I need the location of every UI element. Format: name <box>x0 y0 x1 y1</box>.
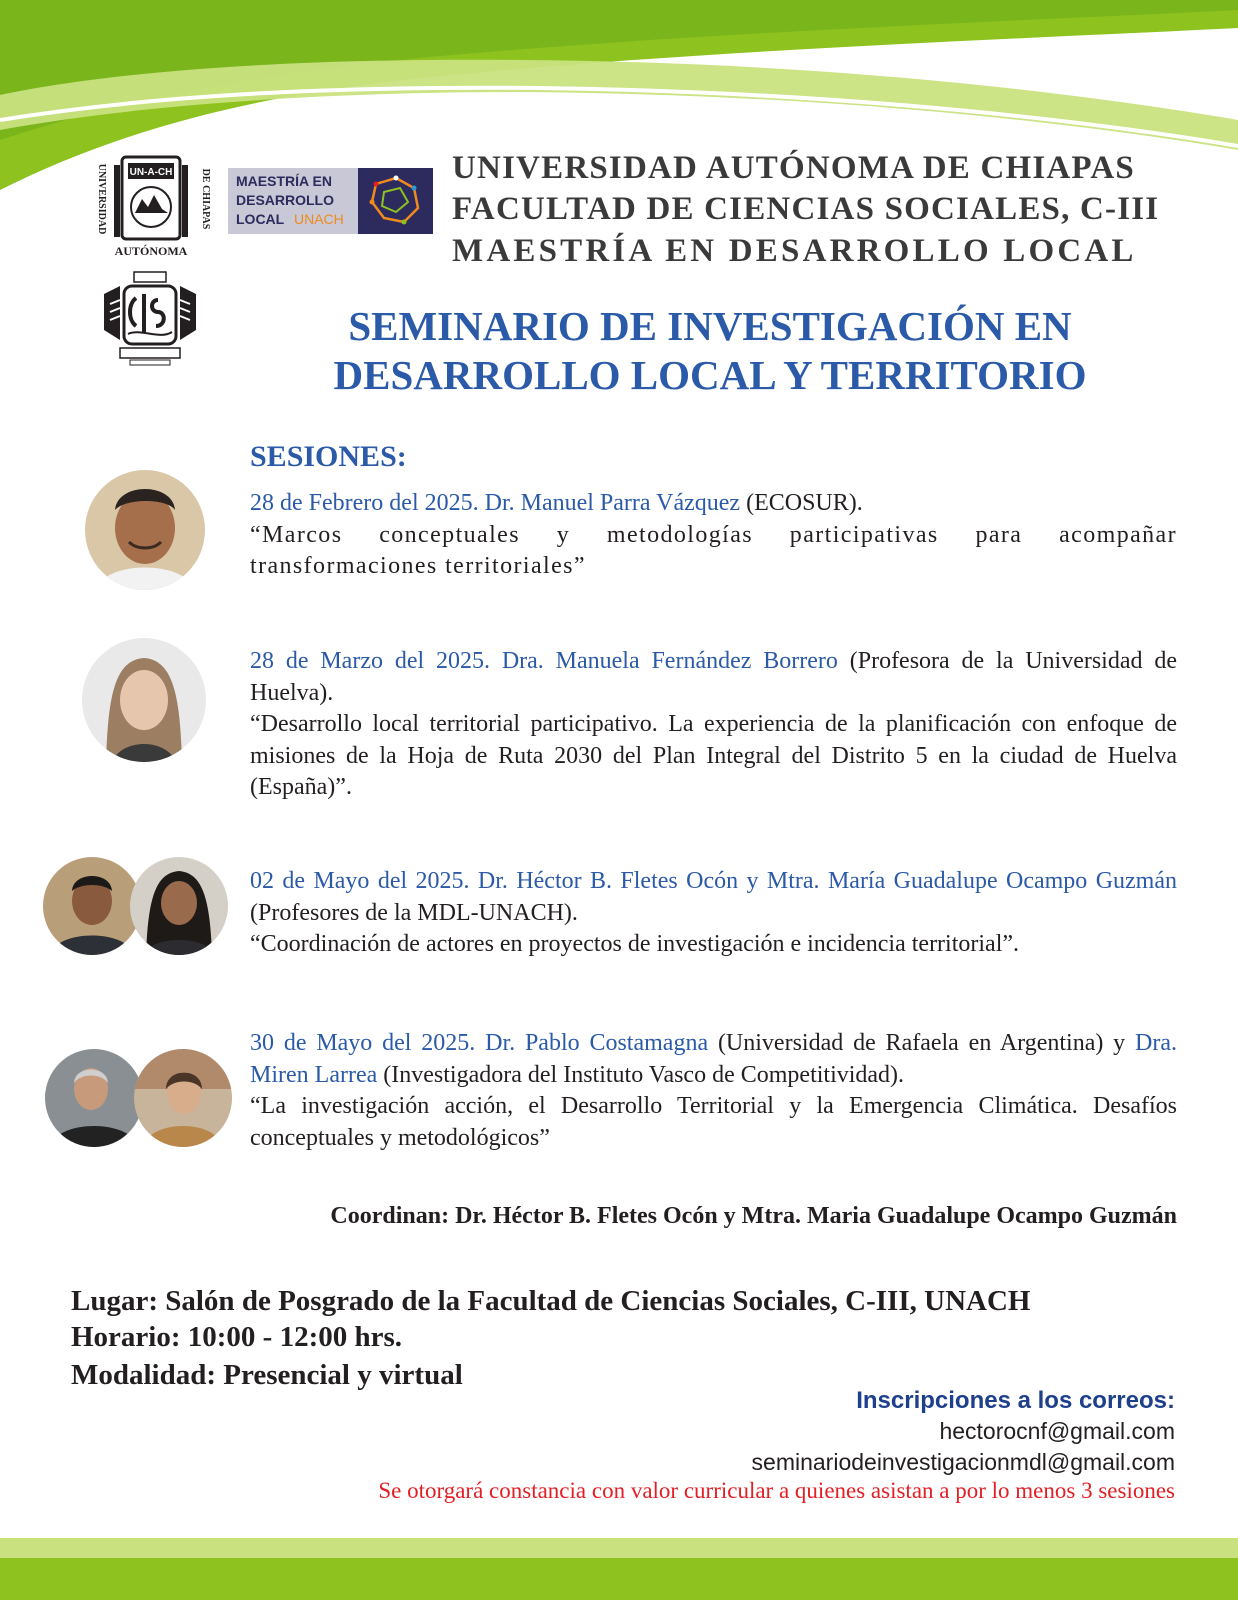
sessions-heading: SESIONES: <box>250 440 407 473</box>
unach-logo-text: UN-A-CH <box>129 167 173 178</box>
svg-text:MAESTRÍA EN: MAESTRÍA EN <box>236 173 332 189</box>
speaker-photo-maria-ocampo <box>130 857 228 955</box>
session-1-affiliation: (ECOSUR). <box>740 490 863 516</box>
svg-text:DESARROLLO: DESARROLLO <box>236 192 334 208</box>
svg-text:LOCAL: LOCAL <box>236 211 285 227</box>
session-3-topic: “Coordinación de actores en proyectos de investigación e incidencia territorial”. <box>250 931 1020 957</box>
speaker-photo-miren-larrea <box>134 1049 232 1147</box>
svg-text:UNIVERSIDAD: UNIVERSIDAD <box>96 163 107 235</box>
session-1 <box>250 488 1177 583</box>
registration-email-1[interactable]: hectorocnf@gmail.com <box>939 1418 1175 1444</box>
session-2-date-speaker: 28 de Marzo del 2025. Dra. Manuela Fernández Borrero <box>250 648 838 674</box>
session-1-date-speaker: 28 de Febrero del 2025. Dr. Manuel Parra Vázquez <box>250 490 741 516</box>
session-4-affiliation-b: (Investigadora del Instituto Vasco de Competitividad). <box>377 1061 905 1088</box>
session-4-date-speaker-b: Dra. Miren Larrea <box>250 1030 1178 1088</box>
registration-title: Inscripciones a los correos: <box>856 1387 1175 1414</box>
session-4-affiliation-a: (Universidad de Rafaela en Argentina) y <box>708 1030 1136 1056</box>
mdl-logo <box>228 168 433 234</box>
speaker-photo-hector-fletes <box>43 857 141 955</box>
program-name: MAESTRÍA EN DESARROLLO LOCAL <box>452 233 1137 269</box>
facultad-ciencias-sociales-logo <box>100 270 200 368</box>
session-2-affiliation: (Profesora de la Universidad de Huelva). <box>250 648 1177 706</box>
schedule: Horario: 10:00 - 12:00 hrs. <box>71 1321 403 1353</box>
session-2-topic: “Desarrollo local territorial participativo. La experiencia de la planificación con enfoque de misiones de la Hoja de Ruta 2030 del Plan Integral del Distrito 5 en la ciudad de Huelva (España)”. <box>250 711 1177 800</box>
session-4-date-speaker-a: 30 de Mayo del 2025. Dr. Pablo Costamagna <box>250 1030 709 1056</box>
svg-text:AUTÓNOMA: AUTÓNOMA <box>114 244 188 258</box>
university-name: UNIVERSIDAD AUTÓNOMA DE CHIAPAS <box>452 150 1135 186</box>
svg-text:UNACH: UNACH <box>294 211 344 227</box>
seminar-title-line-1: SEMINARIO DE INVESTIGACIÓN EN <box>348 303 1072 349</box>
faculty-name: FACULTAD DE CIENCIAS SOCIALES, C-III <box>452 191 1160 227</box>
speaker-photo-manuela-fernandez <box>82 638 206 762</box>
session-1-topic: “Marcos conceptuales y metodologías participativas para acompañar transformaciones territoriales” <box>250 521 1177 579</box>
session-4-topic: “La investigación acción, el Desarrollo Territorial y la Emergencia Climática. Desafíos conceptuales y metodológicos” <box>250 1093 1177 1151</box>
registration-email-2[interactable]: seminariodeinvestigacionmdl@gmail.com <box>751 1449 1175 1475</box>
modality: Modalidad: Presencial y virtual <box>71 1359 463 1391</box>
session-3-date-speaker: 02 de Mayo del 2025. Dr. Héctor B. Fletes Ocón y Mtra. María Guadalupe Ocampo Guzmán <box>250 868 1177 894</box>
session-3-affiliation: (Profesores de la MDL-UNACH). <box>250 899 578 926</box>
certificate-note: Se otorgará constancia con valor curricular a quienes asistan a por lo menos 3 sesiones <box>378 1478 1175 1503</box>
speaker-photo-pablo-costamagna <box>45 1049 143 1147</box>
footer-green-band <box>0 1538 1238 1600</box>
seminar-title-line-2: DESARROLLO LOCAL Y TERRITORIO <box>333 352 1087 398</box>
venue: Lugar: Salón de Posgrado de la Facultad de Ciencias Sociales, C-III, UNACH <box>71 1285 1031 1317</box>
coordinators: Coordinan: Dr. Héctor B. Fletes Ocón y Mtra. Maria Guadalupe Ocampo Guzmán <box>330 1203 1177 1229</box>
session-3 <box>250 866 1177 961</box>
svg-text:DE CHIAPAS: DE CHIAPAS <box>200 168 211 230</box>
session-2 <box>250 646 1177 804</box>
session-4 <box>250 1028 1177 1154</box>
unach-logo <box>90 155 212 260</box>
speaker-photo-manuel-parra <box>85 470 205 590</box>
